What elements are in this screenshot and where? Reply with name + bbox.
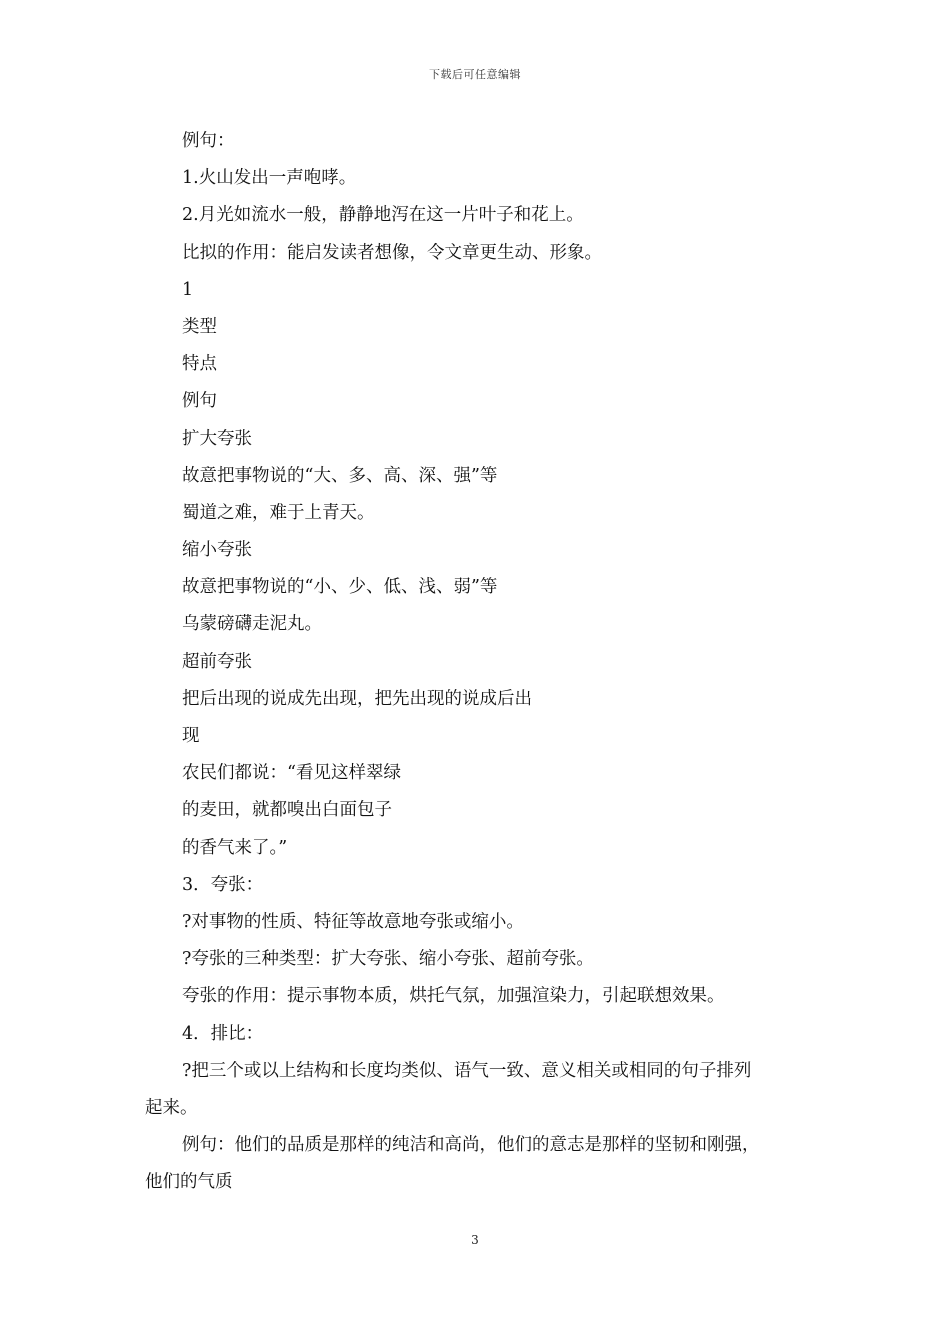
table-cell-text: 类型 bbox=[182, 316, 217, 337]
table-cell-text: 特点 bbox=[182, 354, 217, 375]
table-cell-text: 缩小夸张 bbox=[182, 540, 252, 561]
document-body bbox=[0, 123, 950, 1201]
section-heading: 3．夸张： bbox=[182, 874, 264, 895]
table-cell-text: 超前夸张 bbox=[182, 651, 252, 672]
table-cell-text: 把后出现的说成先出现，把先出现的说成后出 bbox=[182, 688, 532, 709]
section-heading: 4．排比： bbox=[182, 1023, 264, 1044]
text-line-continuation: 他们的气质 bbox=[145, 1172, 233, 1193]
table-cell-text: 蜀道之难，难于上青天。 bbox=[182, 502, 375, 523]
text-line: ?夸张的三种类型：扩大夸张、缩小夸张、超前夸张。 bbox=[182, 949, 594, 970]
page-header: 下载后可任意编辑 bbox=[429, 68, 521, 81]
table-cell-text: 的香气来了。” bbox=[182, 837, 288, 858]
table-cell-text: 的麦田，就都嗅出白面包子 bbox=[182, 800, 392, 821]
table-cell-text: 故意把事物说的“小、少、低、浅、弱”等 bbox=[182, 577, 498, 598]
text-line: 1 bbox=[182, 279, 194, 300]
table-cell-text: 农民们都说：“看见这样翠绿 bbox=[182, 763, 401, 784]
text-line: ?对事物的性质、特征等故意地夸张或缩小。 bbox=[182, 911, 524, 932]
page-number: 3 bbox=[471, 1233, 479, 1247]
text-line-continuation: 起来。 bbox=[145, 1097, 198, 1118]
text-line: 比拟的作用：能启发读者想像，令文章更生动、形象。 bbox=[182, 242, 602, 263]
text-line: 1.火山发出一声咆哮。 bbox=[182, 168, 357, 189]
text-line: 夸张的作用：提示事物本质，烘托气氛，加强渲染力，引起联想效果。 bbox=[182, 986, 725, 1007]
text-line: 2.月光如流水一般，静静地泻在这一片叶子和花上。 bbox=[182, 205, 584, 226]
text-line: 例句：他们的品质是那样的纯洁和高尚，他们的意志是那样的坚韧和刚强， bbox=[182, 1135, 760, 1156]
table-cell-text: 扩大夸张 bbox=[182, 428, 252, 449]
table-cell-text: 例句 bbox=[182, 391, 217, 412]
text-line: ?把三个或以上结构和长度均类似、语气一致、意义相关或相同的句子排列 bbox=[182, 1060, 752, 1081]
table-cell-text: 现 bbox=[182, 726, 200, 746]
table-cell-text: 乌蒙磅礴走泥丸。 bbox=[182, 614, 322, 635]
text-line: 例句： bbox=[182, 131, 235, 151]
table-cell-text: 故意把事物说的“大、多、高、深、强”等 bbox=[182, 465, 498, 486]
